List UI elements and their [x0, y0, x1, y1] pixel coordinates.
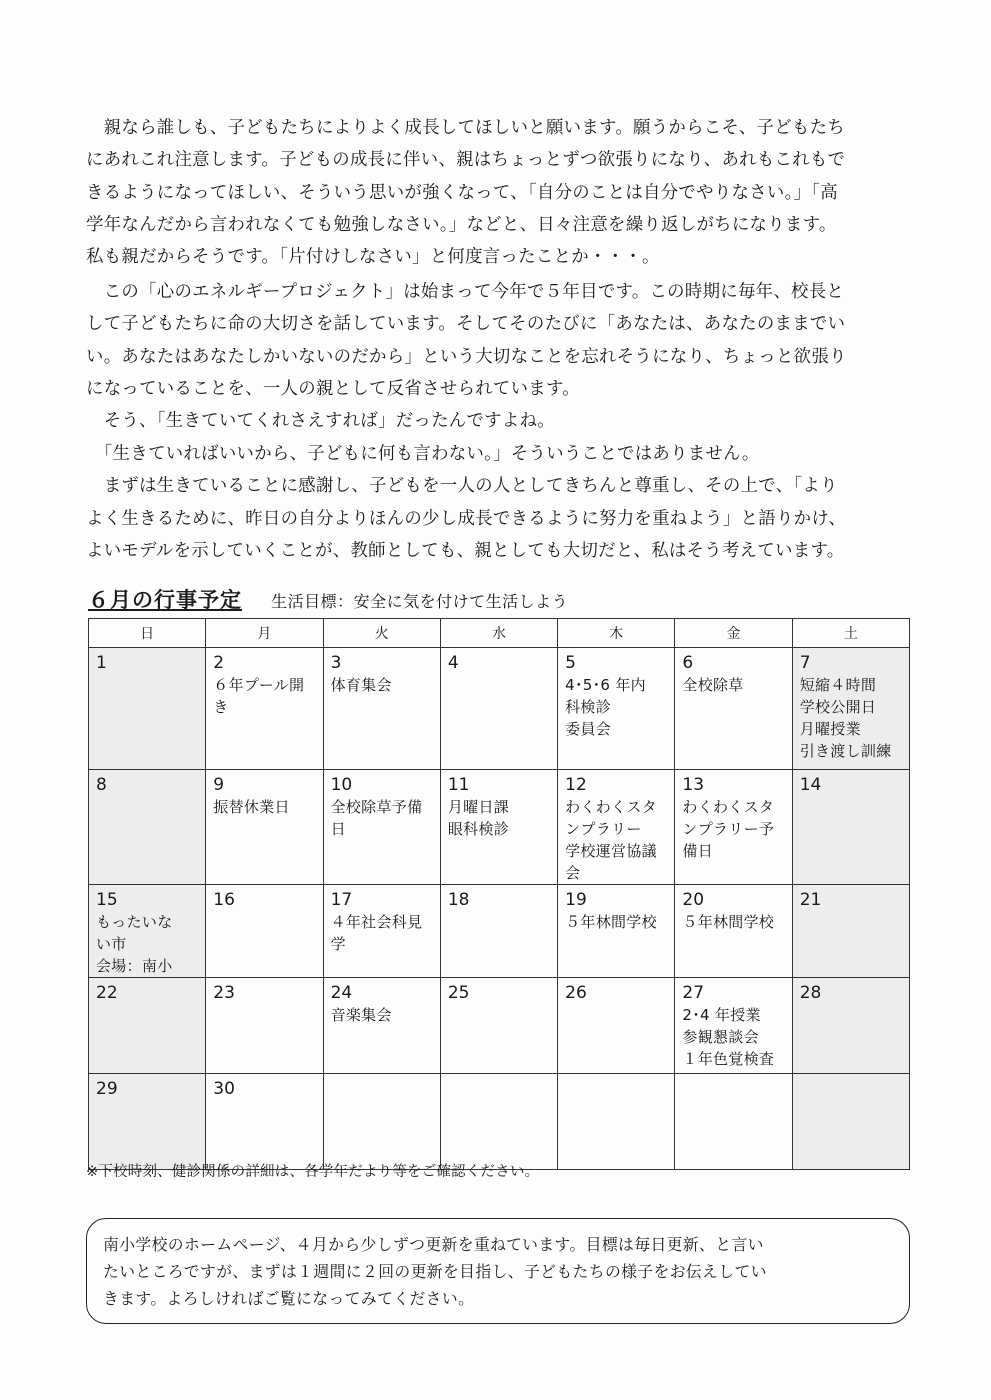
event-text: 会 [565, 864, 581, 882]
event-text: 短縮４時間 [799, 676, 877, 694]
calendar-day-cell [440, 978, 557, 1074]
day-number: 12 [565, 775, 587, 795]
weekday-sun: 日 [89, 619, 206, 648]
calendar-day-cell [89, 1074, 206, 1170]
calendar-day-cell [792, 770, 909, 885]
event-text: ５年林間学校 [682, 913, 775, 931]
day-number: 21 [799, 890, 822, 910]
day-number: 11 [447, 775, 470, 795]
text-line: になっていることを、一人の親として反省させられています。 [86, 378, 580, 399]
text-line: きるようになってほしい、そういう思いが強くなって、「自分のことは自分でやりなさい。」「高 [86, 182, 838, 203]
event-text: き [213, 698, 229, 716]
weekday-wed: 水 [440, 619, 557, 648]
weekday-tue: 火 [323, 619, 440, 648]
day-number: 29 [96, 1079, 118, 1099]
day-number: 16 [213, 890, 235, 910]
calendar-day-cell [675, 770, 792, 885]
calendar-day-cell [558, 1074, 675, 1170]
day-number: 4 [447, 653, 459, 673]
schedule-heading [88, 584, 568, 614]
event-text: 全校除草予備 [330, 798, 423, 816]
calendar-day-cell [792, 648, 909, 770]
calendar-day-cell [675, 1074, 792, 1170]
event-text: い市 [96, 935, 127, 953]
event-text: ５年林間学校 [565, 913, 657, 931]
day-number: 14 [799, 775, 822, 795]
weekday-mon: 月 [206, 619, 323, 648]
calendar-day-cell [675, 978, 792, 1074]
day-number: 5 [565, 653, 576, 673]
weekday-sat: 土 [792, 619, 909, 648]
event-text: 音楽集会 [330, 1006, 392, 1024]
calendar-body [89, 648, 910, 1170]
event-text: ６年プール開 [213, 676, 305, 694]
event-text: １年色覚検査 [682, 1050, 775, 1068]
calendar-day-cell [792, 978, 909, 1074]
calendar-day-cell [675, 885, 792, 978]
calendar-day-cell [206, 770, 323, 885]
event-text: ンプラリー [565, 820, 642, 838]
calendar-day-cell [792, 1074, 909, 1170]
event-text: わくわくスタ [682, 798, 775, 816]
event-text: 参観懇談会 [682, 1028, 759, 1046]
notice-line: たいところですが、まずは１週間に２回の更新を目指し、子どもたちの様子をお伝えしてい [103, 1262, 767, 1281]
day-number: 3 [330, 653, 342, 673]
weekday-thu: 木 [558, 619, 675, 648]
day-number: 8 [96, 775, 107, 795]
calendar-week-row [89, 978, 910, 1074]
event-text: ４年社会科見 [330, 913, 423, 931]
day-number: 18 [447, 890, 470, 910]
text-line: い。あなたはあなたしかいないのだから」という大切なことを忘れそうになり、ちょっと欲張り [86, 346, 847, 367]
text-line: よいモデルを示していくことが、教師としても、親としても大切だと、私はそう考えています。 [86, 540, 845, 561]
event-text: ンプラリー予 [682, 820, 775, 838]
calendar-day-cell [89, 770, 206, 885]
event-text: 学校運営協議 [565, 842, 657, 860]
homepage-notice [86, 1218, 910, 1324]
event-text: 引き渡し訓練 [799, 742, 892, 760]
text-line: そう、「生きていてくれさえすれば」だったんですよね。 [86, 411, 555, 432]
day-number: 13 [682, 775, 705, 795]
intro-paragraph-3 [86, 438, 916, 567]
notice-line: きます。よろしければご覧になってみてください。 [103, 1289, 475, 1308]
day-number: 2 [213, 653, 225, 673]
notice-line: 南小学校のホームページ、４月から少しずつ更新を重ねています。目標は毎日更新、と言い [103, 1235, 764, 1254]
life-goal: 生活目標：安全に気を付けて生活しよう [271, 592, 569, 611]
text-line: 親なら誰しも、子どもたちによりよく成長してほしいと願います。願うからこそ、子どもたち [86, 118, 845, 138]
calendar-day-cell [675, 648, 792, 770]
day-number: 22 [96, 983, 118, 1003]
day-number: 17 [330, 890, 353, 910]
event-text: 科検診 [565, 698, 612, 716]
day-number: 10 [330, 775, 353, 795]
event-text: 月曜日課 [447, 798, 510, 816]
text-line: して子どもたちに命の大切さを話しています。そしてそのたびに「あなたは、あなたのままでい [86, 314, 846, 335]
event-text: 4･5･6 年内 [565, 676, 646, 694]
day-number: 24 [330, 983, 353, 1003]
calendar-day-cell [792, 885, 909, 978]
day-number: 15 [96, 890, 118, 910]
event-text: 2･4 年授業 [682, 1006, 761, 1024]
calendar-day-cell [206, 885, 323, 978]
calendar-week-row [89, 885, 910, 978]
calendar-day-cell [89, 978, 206, 1074]
day-number: 7 [799, 653, 811, 673]
event-text: 会場：南小 [96, 957, 173, 975]
calendar-day-cell [440, 885, 557, 978]
calendar-day-cell [323, 1074, 440, 1170]
calendar-day-cell [323, 648, 440, 770]
day-number: 23 [213, 983, 235, 1003]
day-number: 19 [565, 890, 587, 910]
text-line: 学年なんだから言われなくても勉強しなさい。」などと、日々注意を繰り返しがちになります。 [86, 214, 837, 235]
day-number: 30 [213, 1079, 235, 1099]
event-text: 学 [330, 935, 346, 953]
weekday-fri: 金 [675, 619, 792, 648]
calendar-day-cell [558, 978, 675, 1074]
calendar-week-row [89, 648, 910, 770]
day-number: 26 [565, 983, 587, 1003]
event-text: 備日 [682, 842, 714, 860]
event-text: 月曜授業 [799, 720, 861, 738]
calendar-day-cell [440, 770, 557, 885]
weekday-header-row [89, 619, 910, 648]
calendar-week-row [89, 770, 910, 885]
text-line: よく生きるために、昨日の自分よりほんの少し成長できるように努力を重ねよう」と語りかけ、 [86, 508, 847, 529]
calendar-day-cell [558, 770, 675, 885]
event-text: もったいな [96, 913, 173, 931]
day-number: 1 [96, 653, 107, 673]
schedule-title: ６月の行事予定 [88, 588, 242, 612]
calendar-day-cell [323, 885, 440, 978]
day-number: 25 [447, 983, 470, 1003]
day-number: 6 [682, 653, 694, 673]
event-calendar [88, 618, 910, 1170]
calendar-day-cell [323, 770, 440, 885]
calendar-day-cell [89, 648, 206, 770]
event-text: 日 [330, 820, 346, 838]
calendar-day-cell [440, 1074, 557, 1170]
calendar-day-cell [440, 648, 557, 770]
text-line: この「心のエネルギープロジェクト」は始まって今年で５年目です。この時期に毎年、校長と [86, 282, 845, 302]
day-number: 27 [682, 983, 705, 1003]
event-text: 学校公開日 [799, 698, 877, 716]
day-number: 28 [799, 983, 822, 1003]
event-text: 振替休業日 [213, 798, 290, 816]
text-line: まずは生きていることに感謝し、子どもを一人の人としてきちんと尊重し、その上で、「より [86, 476, 838, 497]
calendar-day-cell [89, 885, 206, 978]
text-line: 私も親だからそうです。「片付けしなさい」と何度言ったことか・・・。 [86, 247, 660, 268]
calendar-day-cell [206, 648, 323, 770]
intro-paragraph-2 [86, 276, 916, 437]
calendar-day-cell [558, 648, 675, 770]
text-line: にあれこれ注意します。子どもの成長に伴い、親はちょっとずつ欲張りになり、あれもこれもで [86, 150, 846, 171]
event-text: わくわくスタ [565, 798, 657, 816]
intro-paragraph-1 [86, 112, 916, 273]
calendar-week-row [89, 1074, 910, 1170]
event-text: 眼科検診 [447, 820, 510, 838]
schedule-note: ※下校時刻、健診関係の詳細は、各学年だより等をご確認ください。 [86, 1164, 540, 1180]
calendar-day-cell [558, 885, 675, 978]
event-text: 委員会 [565, 720, 612, 738]
event-text: 全校除草 [682, 676, 744, 694]
text-line: 「生きていればいいから、子どもに何も言わない。」そういうことではありません。 [86, 444, 760, 464]
calendar-day-cell [206, 1074, 323, 1170]
event-text: 体育集会 [330, 676, 392, 694]
day-number: 9 [213, 775, 225, 795]
calendar-day-cell [206, 978, 323, 1074]
day-number: 20 [682, 890, 705, 910]
calendar-day-cell [323, 978, 440, 1074]
